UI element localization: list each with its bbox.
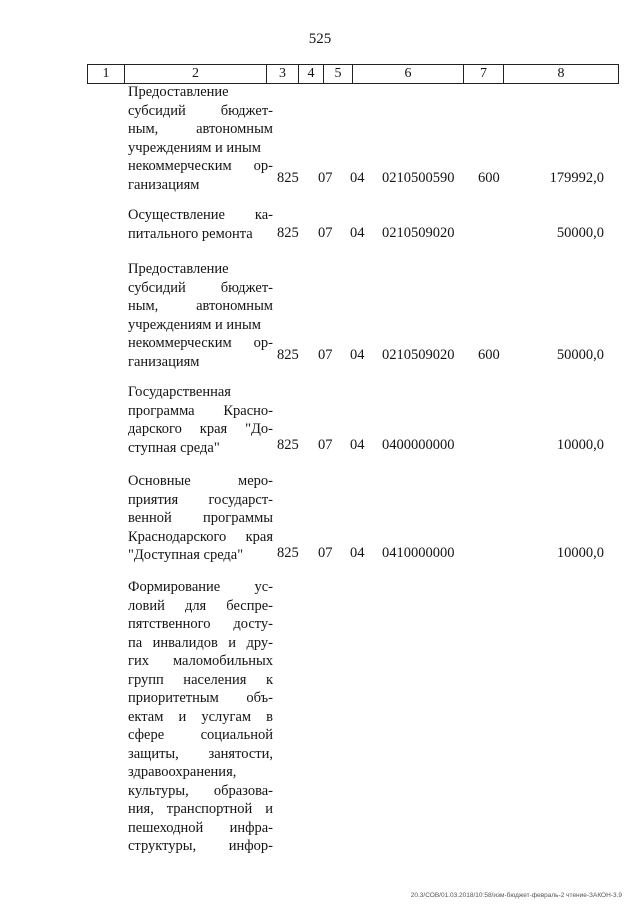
cell-ved: 825	[277, 347, 299, 363]
cell-csr: 0410000000	[382, 545, 455, 561]
name-line: ным, автономным	[128, 298, 273, 314]
cell-rz: 07	[318, 225, 333, 241]
row-name	[128, 578, 273, 856]
name-line: "Доступная среда"	[128, 547, 244, 563]
name-line: программа Красно-	[128, 402, 273, 419]
row-name	[128, 260, 273, 371]
name-line: приятия государст-	[128, 491, 273, 508]
name-line: учреждениям и иным	[128, 139, 261, 156]
name-line: приоритетным объ-	[128, 690, 273, 706]
name-line: ганизациям	[128, 353, 200, 370]
cell-pr: 04	[350, 437, 365, 453]
cell-pr: 04	[350, 545, 365, 561]
header-col-8: 8	[503, 65, 619, 83]
name-line: защиты, занятости,	[128, 745, 273, 762]
name-line: здравоохранения,	[128, 764, 237, 780]
name-line: дарского края "До-	[128, 421, 273, 437]
cell-ved: 825	[277, 545, 299, 561]
name-line: Краснодарского края	[128, 528, 273, 545]
name-line: венной программы	[128, 510, 273, 526]
name-line: ектам и услугам в	[128, 708, 273, 725]
header-col-3: 3	[266, 65, 298, 83]
name-line: па инвалидов и дру-	[128, 634, 273, 651]
name-line: гих маломобильных	[128, 653, 273, 669]
name-line: Формирование ус-	[128, 579, 273, 595]
cell-sum: 10000,0	[556, 437, 604, 453]
cell-csr: 0210500590	[382, 170, 455, 186]
cell-rz: 07	[318, 545, 333, 561]
row-name	[128, 206, 273, 243]
header-col-4: 4	[298, 65, 323, 83]
name-line: ния, транспортной и	[128, 801, 273, 817]
cell-ved: 825	[277, 437, 299, 453]
header-col-2: 2	[124, 65, 266, 83]
cell-ved: 825	[277, 225, 299, 241]
name-line: Предоставление	[128, 261, 229, 277]
name-line: ступная среда"	[128, 439, 220, 456]
name-line: культуры, образова-	[128, 782, 273, 799]
cell-sum: 179992,0	[549, 170, 604, 186]
name-line: Основные меро-	[128, 473, 273, 489]
name-line: ным, автономным	[128, 121, 273, 137]
name-line: групп населения к	[128, 671, 273, 688]
name-line: ловий для беспре-	[128, 597, 273, 614]
header-col-7: 7	[463, 65, 503, 83]
name-line: учреждениям и иным	[128, 316, 261, 333]
document-footer: 20.3/СОВ/01.03.2018/10:58/изм-бюджет-февраль-2 чтение-ЗАКОН-3.9	[410, 892, 622, 899]
name-line: некоммерческим ор-	[128, 158, 273, 174]
cell-rz: 07	[318, 437, 333, 453]
cell-pr: 04	[350, 170, 365, 186]
header-col-1: 1	[87, 65, 124, 83]
cell-rz: 07	[318, 347, 333, 363]
cell-sum: 10000,0	[556, 545, 604, 561]
cell-pr: 04	[350, 225, 365, 241]
name-line: структуры, инфор-	[128, 838, 273, 854]
cell-vr: 600	[478, 347, 500, 363]
name-line: пешеходной инфра-	[128, 819, 273, 836]
cell-ved: 825	[277, 170, 299, 186]
cell-vr: 600	[478, 170, 500, 186]
cell-sum: 50000,0	[556, 225, 604, 241]
cell-csr: 0400000000	[382, 437, 455, 453]
name-line: Государственная	[128, 384, 231, 400]
row-name	[128, 383, 273, 457]
name-line: Осуществление ка-	[128, 207, 273, 223]
header-col-6: 6	[352, 65, 463, 83]
row-name	[128, 83, 273, 194]
cell-csr: 0210509020	[382, 347, 455, 363]
name-line: питального ремонта	[128, 225, 253, 242]
table-header	[87, 64, 619, 84]
page-number: 525	[308, 31, 332, 47]
name-line: пятственного досту-	[128, 616, 273, 632]
name-line: субсидий бюджет-	[128, 279, 273, 296]
cell-sum: 50000,0	[556, 347, 604, 363]
cell-csr: 0210509020	[382, 225, 455, 241]
row-name	[128, 472, 273, 565]
cell-rz: 07	[318, 170, 333, 186]
cell-pr: 04	[350, 347, 365, 363]
name-line: некоммерческим ор-	[128, 335, 273, 351]
name-line: ганизациям	[128, 176, 200, 193]
name-line: субсидий бюджет-	[128, 102, 273, 119]
name-line: сфере социальной	[128, 727, 273, 743]
name-line: Предоставление	[128, 84, 229, 100]
header-col-5: 5	[323, 65, 352, 83]
